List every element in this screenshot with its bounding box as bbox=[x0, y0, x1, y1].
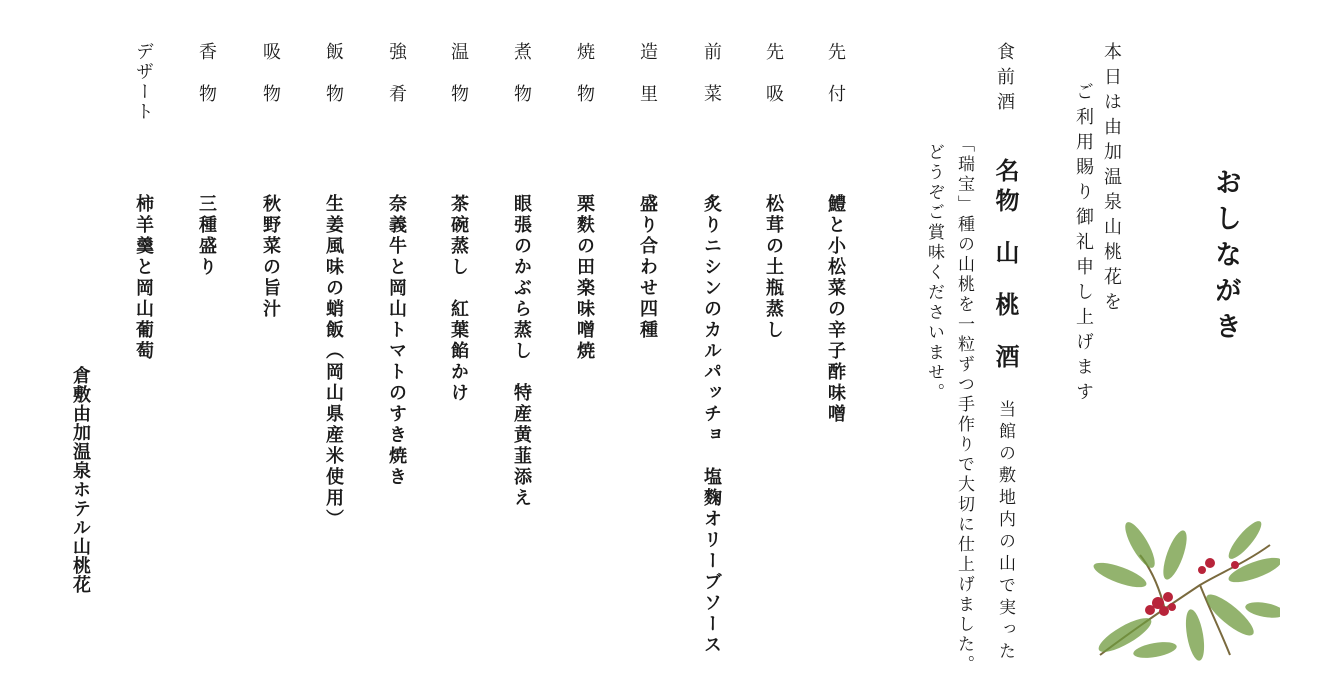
course-dish: 生姜風味の蛸飯（岡山県産米使用） bbox=[323, 194, 344, 530]
course-label: 前菜 bbox=[701, 42, 722, 126]
course-dish: 茶碗蒸し 紅葉餡かけ bbox=[448, 194, 469, 404]
course-label: 先付 bbox=[825, 42, 846, 126]
course-label: 香物 bbox=[196, 42, 217, 126]
course-dish: 秋野菜の旨汁 bbox=[260, 194, 281, 320]
course-dish: 栗麩の田楽味噌焼 bbox=[574, 194, 595, 362]
course-label: 煮物 bbox=[511, 42, 532, 126]
course-dish: 奈義牛と岡山トマトのすき焼き bbox=[386, 194, 407, 488]
aperitif-note-2: 「瑞宝」種の山桃を一粒ずつ手作りで大切に仕上げました。 bbox=[954, 135, 974, 675]
aperitif-note-3: どうぞご賞味くださいませ。 bbox=[924, 143, 944, 403]
course-dish: 鱧と小松菜の辛子酢味噌 bbox=[825, 194, 846, 425]
course-label: 焼物 bbox=[574, 42, 595, 126]
course-dish: 炙りニシンのカルパッチョ 塩麴オリーブソース bbox=[701, 194, 722, 656]
greeting-line-2: ご利用賜り御礼申し上げます bbox=[1073, 82, 1094, 407]
course-dish: 柿羊羹と岡山葡萄 bbox=[133, 194, 154, 362]
aperitif-label: 食前酒 bbox=[994, 42, 1015, 117]
aperitif-name-part: 桃 bbox=[991, 292, 1020, 322]
aperitif-name-part: 酒 bbox=[991, 344, 1020, 374]
course-dish: 眼張のかぶら蒸し 特産黄韮添え bbox=[511, 194, 532, 509]
course-label: 造里 bbox=[637, 42, 658, 126]
course-label: 強肴 bbox=[386, 42, 407, 126]
aperitif-name-part: 名物 bbox=[991, 158, 1020, 218]
course-label: 温物 bbox=[448, 42, 469, 126]
aperitif-name bbox=[991, 158, 1020, 374]
course-dish: 三種盛り bbox=[196, 194, 217, 278]
aperitif-name-part: 山 bbox=[991, 240, 1020, 270]
course-label: 先吸 bbox=[763, 42, 784, 126]
course-label: デザート bbox=[133, 42, 154, 122]
course-dish: 松茸の土瓶蒸し bbox=[763, 194, 784, 341]
hotel-name: 倉敷由加温泉ホテル山桃花 bbox=[70, 366, 91, 594]
page-title: おしながき bbox=[1210, 168, 1241, 348]
yamamomo-branch-illustration bbox=[1080, 515, 1280, 665]
course-label: 吸物 bbox=[260, 42, 281, 126]
greeting-line-1: 本日は由加温泉山桃花を bbox=[1101, 42, 1122, 317]
course-dish: 盛り合わせ四種 bbox=[637, 194, 658, 341]
course-label: 飯物 bbox=[323, 42, 344, 126]
aperitif-note-1: 当館の敷地内の山で実った bbox=[995, 400, 1015, 664]
